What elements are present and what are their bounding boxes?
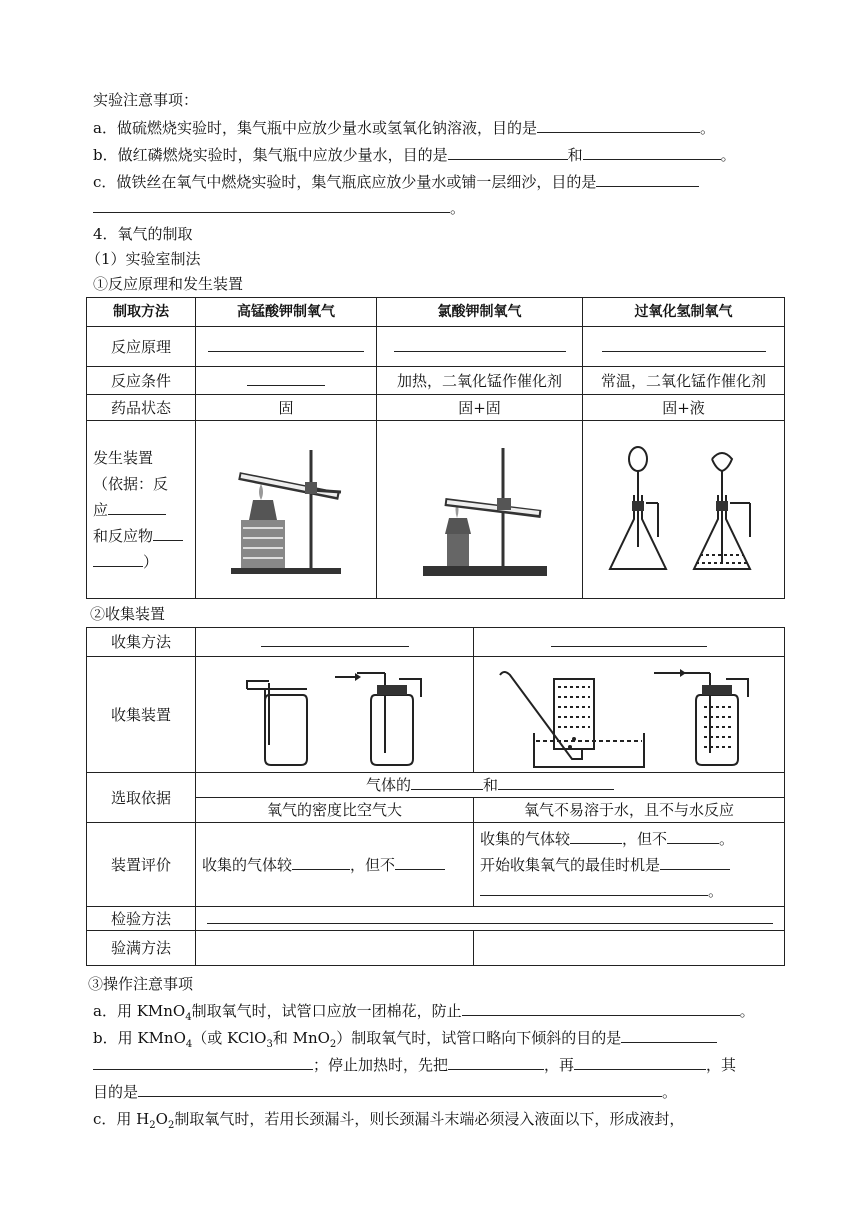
blank-principle-h2o2 — [583, 327, 785, 367]
notes-title: 实验注意事项： — [93, 91, 199, 109]
condition-h2o2: 常温，二氧化锰作催化剂 — [583, 367, 785, 395]
eval-air: 收集的气体较 ，但不 — [196, 823, 474, 907]
basis-solubility: 氧气不易溶于水，且不与水反应 — [474, 798, 785, 823]
header-h2o2: 过氧化氢制氧气 — [583, 298, 785, 327]
heating-apparatus-icon — [211, 440, 361, 580]
label-method: 收集方法 — [87, 628, 196, 657]
collect-apparatus-water — [474, 657, 785, 773]
section-title: 4．氧气的制取 — [93, 225, 193, 243]
apparatus-kclo3 — [377, 421, 583, 599]
op-b-line3: 目的是 。 — [93, 1083, 678, 1101]
note-c: c．做铁丝在氧气中燃烧实验时，集气瓶底应放少量水或铺一层细沙，目的是 — [93, 172, 699, 192]
generation-table — [86, 297, 785, 599]
subsection-principle: ①反应原理和发生装置 — [93, 275, 244, 293]
condition-kclo3: 加热，二氧化锰作催化剂 — [377, 367, 583, 395]
op-c: c．用 $H_2O_2$制取氧气时，若用长颈漏斗，则长颈漏斗末端必须浸入液面以下，形成液封， — [93, 1110, 685, 1131]
op-a: a．用 KMnO$_4$制取氧气时，试管口应放一团棉花，防止 。 — [93, 1002, 755, 1023]
flask-apparatus-icon — [594, 437, 774, 582]
label-state: 药品状态 — [87, 395, 196, 421]
blank-principle-kmno4 — [196, 327, 377, 367]
label-basis: 选取依据 — [87, 773, 196, 823]
note-b: b．做红磷燃烧实验时，集气瓶中应放少量水，目的是 和 。 — [93, 146, 736, 164]
state-kclo3: 固+固 — [377, 395, 583, 421]
header-kclo3: 氯酸钾制氧气 — [377, 298, 583, 327]
blank-principle-kclo3 — [377, 327, 583, 367]
subsection-collection: ②收集装置 — [90, 605, 166, 623]
label-condition: 反应条件 — [87, 367, 196, 395]
header-kmno4: 高锰酸钾制氧气 — [196, 298, 377, 327]
apparatus-kmno4 — [196, 421, 377, 599]
op-b: b．用 KMnO$_4$（或 KClO$_3$和 MnO$_2$）制取氧气时，试管口略向下倾斜的目的是 — [93, 1028, 717, 1055]
basis-top: 气体的 和 — [196, 773, 785, 798]
note-a: a．做硫燃烧实验时，集气瓶中应放少量水或氢氧化钠溶液，目的是 。 — [93, 119, 715, 137]
blank-condition-kmno4 — [196, 367, 377, 395]
collection-table — [86, 627, 785, 966]
gas-bottle-icon — [235, 659, 435, 771]
header-method: 制取方法 — [87, 298, 196, 327]
subsection-lab-method: （1）实验室制法 — [86, 250, 201, 268]
note-c-cont: 。 — [93, 198, 465, 218]
state-h2o2: 固+液 — [583, 395, 785, 421]
label-eval: 装置评价 — [87, 823, 196, 907]
blank-method-right — [474, 628, 785, 657]
heating-apparatus-icon — [395, 440, 565, 580]
water-trough-icon — [494, 659, 764, 771]
op-b-line2: ；停止加热时，先把 ，再 ，其 — [93, 1055, 736, 1075]
collect-apparatus-air — [196, 657, 474, 773]
blank-test — [196, 907, 785, 931]
apparatus-h2o2 — [583, 421, 785, 599]
blank-full-air — [196, 931, 474, 966]
label-collect-device: 收集装置 — [87, 657, 196, 773]
label-device: 发生装置 （依据：反 应 和反应物 ） — [87, 421, 196, 599]
subsection-ops: ③操作注意事项 — [88, 975, 194, 993]
label-full: 验满方法 — [87, 931, 196, 966]
blank-method-left — [196, 628, 474, 657]
state-kmno4: 固 — [196, 395, 377, 421]
label-test: 检验方法 — [87, 907, 196, 931]
eval-water: 收集的气体较 ，但不 。 开始收集氧气的最佳时机是 。 — [474, 823, 785, 907]
label-principle: 反应原理 — [87, 327, 196, 367]
blank-full-water — [474, 931, 785, 966]
basis-density: 氧气的密度比空气大 — [196, 798, 474, 823]
